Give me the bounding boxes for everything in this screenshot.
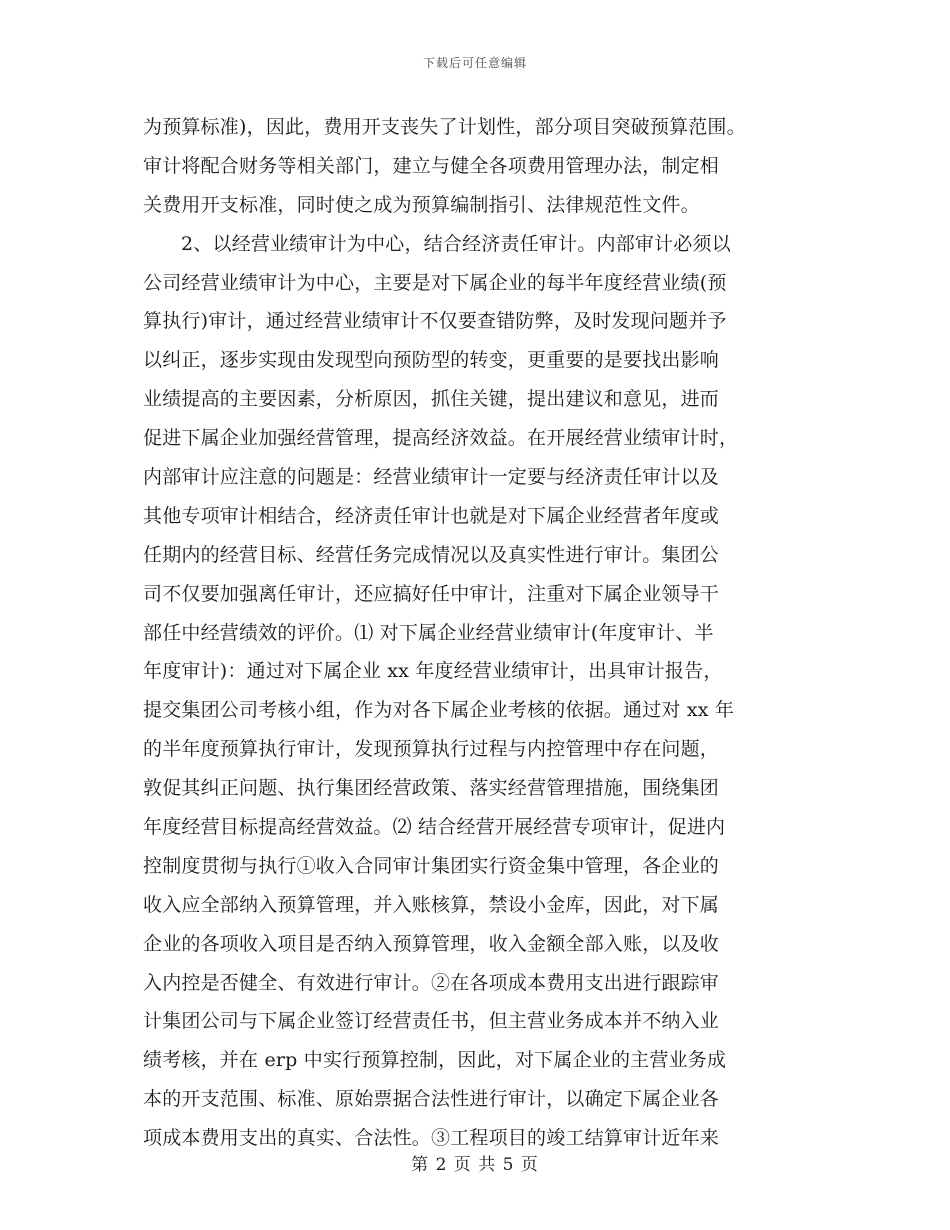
body-line: 司不仅要加强离任审计，还应搞好任中审计，注重对下属企业领导干 xyxy=(143,582,720,605)
body-line: 算执行)审计，通过经营业绩审计不仅要查错防弊，及时发现问题并予 xyxy=(143,310,727,333)
body-line: 审计将配合财务等相关部门，建立与健全各项费用管理办法，制定相 xyxy=(143,154,720,177)
paragraph-start-line: 2、以经营业绩审计为中心，结合经济责任审计。内部审计必须以 xyxy=(181,232,731,255)
body-line: 业绩提高的主要因素，分析原因，抓住关键，提出建议和意见，进而 xyxy=(143,388,720,411)
body-line: 本的开支范围、标准、原始票据合法性进行审计，以确定下属企业各 xyxy=(143,1088,720,1111)
body-line: 敦促其纠正问题、执行集团经营政策、落实经营管理措施，围绕集团 xyxy=(143,777,720,800)
body-line: 控制度贯彻与执行①收入合同审计集团实行资金集中管理，各企业的 xyxy=(143,854,720,877)
body-line: 以纠正，逐步实现由发现型向预防型的转变，更重要的是要找出影响 xyxy=(143,349,720,372)
body-line: 其他专项审计相结合，经济责任审计也就是对下属企业经营者年度或 xyxy=(143,504,720,527)
body-line: 企业的各项收入项目是否纳入预算管理，收入金额全部入账，以及收 xyxy=(143,932,720,955)
body-line: 为预算标准)，因此，费用开支丧失了计划性，部分项目突破预算范围。 xyxy=(143,116,746,138)
body-line: 计集团公司与下属企业签订经营责任书，但主营业务成本并不纳入业 xyxy=(143,1010,720,1033)
body-text xyxy=(143,108,813,1158)
body-line: 入内控是否健全、有效进行审计。②在各项成本费用支出进行跟踪审 xyxy=(143,971,720,994)
body-line: 任期内的经营目标、经营任务完成情况以及真实性进行审计。集团公 xyxy=(143,543,720,566)
header-note: 下载后可任意编辑 xyxy=(422,56,527,70)
body-line: 年度经营目标提高经营效益。⑵ 结合经营开展经营专项审计，促进内 xyxy=(143,816,726,839)
page-number-footer: 第 2 页 共 5 页 xyxy=(411,1155,539,1175)
body-line: 收入应全部纳入预算管理，并入账核算，禁设小金库，因此，对下属 xyxy=(143,893,720,916)
body-line: 关费用开支标准，同时使之成为预算编制指引、法律规范性文件。 xyxy=(143,193,700,216)
body-line: 绩考核，并在 erp 中实行预算控制，因此，对下属企业的主营业务成 xyxy=(143,1049,727,1072)
body-line: 的半年度预算执行审计，发现预算执行过程与内控管理中存在问题， xyxy=(143,738,720,761)
body-line: 部任中经营绩效的评价。⑴ 对下属企业经营业绩审计(年度审计、半 xyxy=(143,621,714,644)
body-line: 促进下属企业加强经营管理，提高经济效益。在开展经营业绩审计时， xyxy=(143,427,739,450)
body-line: 公司经营业绩审计为中心，主要是对下属企业的每半年度经营业绩(预 xyxy=(143,271,727,294)
body-line: 提交集团公司考核小组，作为对各下属企业考核的依据。通过对 xx 年 xyxy=(143,699,735,722)
body-line: 内部审计应注意的问题是：经营业绩审计一定要与经济责任审计以及 xyxy=(143,466,720,489)
body-line: 年度审计)：通过对下属企业 xx 年度经营业绩审计，出具审计报告， xyxy=(143,660,723,683)
body-line: 项成本费用支出的真实、合法性。③工程项目的竣工结算审计近年来 xyxy=(143,1127,720,1150)
